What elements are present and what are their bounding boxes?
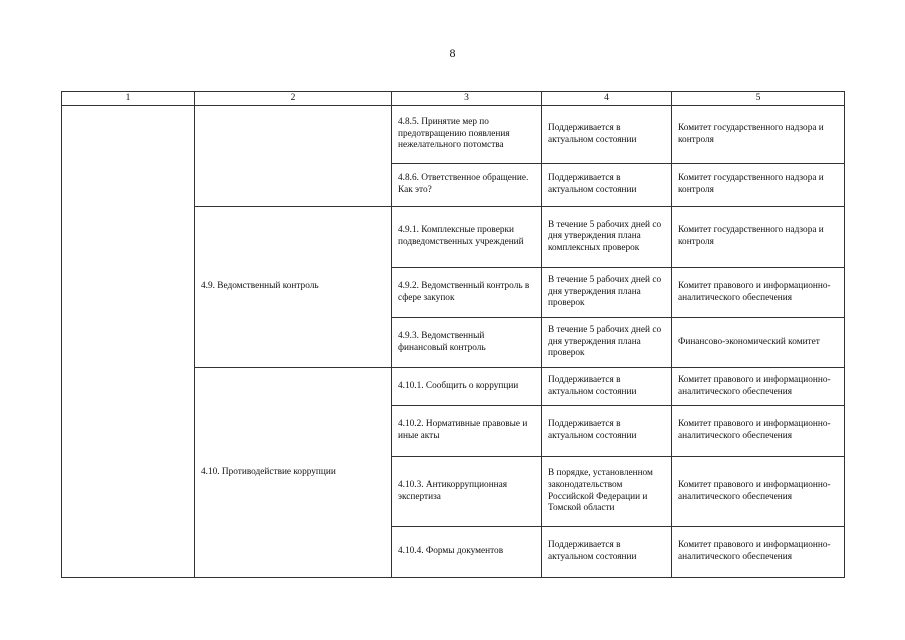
item-cell: 4.9.3. Ведомственный финансовый контроль bbox=[392, 318, 542, 368]
responsible-cell: Комитет правового и информационно-аналитического обеспечения bbox=[672, 406, 845, 457]
column-header-4: 4 bbox=[542, 92, 672, 106]
term-cell: В порядке, установленном законодательством Российской Федерации и Томской области bbox=[542, 457, 672, 527]
page-number: 8 bbox=[449, 46, 456, 60]
responsible-cell: Комитет государственного надзора и контроля bbox=[672, 106, 845, 164]
column-1-cell bbox=[62, 106, 195, 578]
item-cell: 4.10.4. Формы документов bbox=[392, 527, 542, 578]
table-row bbox=[62, 106, 845, 164]
responsible-cell: Комитет правового и информационно-аналитического обеспечения bbox=[672, 268, 845, 318]
term-cell: Поддерживается в актуальном состоянии bbox=[542, 406, 672, 457]
item-cell: 4.8.6. Ответственное обращение. Как это? bbox=[392, 164, 542, 207]
group-title-cell: 4.9. Ведомственный контроль bbox=[195, 207, 392, 368]
responsible-cell: Комитет правового и информационно-аналитического обеспечения bbox=[672, 457, 845, 527]
column-header-3: 3 bbox=[392, 92, 542, 106]
responsible-cell: Финансово-экономический комитет bbox=[672, 318, 845, 368]
term-cell: В течение 5 рабочих дней со дня утверждения плана комплексных проверок bbox=[542, 207, 672, 268]
term-cell: Поддерживается в актуальном состоянии bbox=[542, 368, 672, 406]
measures-table bbox=[61, 91, 845, 578]
responsible-cell: Комитет правового и информационно-аналитического обеспечения bbox=[672, 368, 845, 406]
term-cell: В течение 5 рабочих дней со дня утверждения плана проверок bbox=[542, 268, 672, 318]
term-cell: Поддерживается в актуальном состоянии bbox=[542, 527, 672, 578]
item-cell: 4.9.1. Комплексные проверки подведомственных учреждений bbox=[392, 207, 542, 268]
responsible-cell: Комитет государственного надзора и контроля bbox=[672, 207, 845, 268]
column-header-2: 2 bbox=[195, 92, 392, 106]
term-cell: В течение 5 рабочих дней со дня утверждения плана проверок bbox=[542, 318, 672, 368]
column-header-1: 1 bbox=[62, 92, 195, 106]
table-header-row bbox=[62, 92, 845, 106]
group-title-cell bbox=[195, 106, 392, 207]
term-cell: Поддерживается в актуальном состоянии bbox=[542, 164, 672, 207]
column-header-5: 5 bbox=[672, 92, 845, 106]
responsible-cell: Комитет правового и информационно-аналитического обеспечения bbox=[672, 527, 845, 578]
item-cell: 4.9.2. Ведомственный контроль в сфере закупок bbox=[392, 268, 542, 318]
item-cell: 4.10.2. Нормативные правовые и иные акты bbox=[392, 406, 542, 457]
term-cell: Поддерживается в актуальном состоянии bbox=[542, 106, 672, 164]
item-cell: 4.8.5. Принятие мер по предотвращению появления нежелательного потомства bbox=[392, 106, 542, 164]
item-cell: 4.10.1. Сообщить о коррупции bbox=[392, 368, 542, 406]
item-cell: 4.10.3. Антикоррупционная экспертиза bbox=[392, 457, 542, 527]
responsible-cell: Комитет государственного надзора и контроля bbox=[672, 164, 845, 207]
group-title-cell: 4.10. Противодействие коррупции bbox=[195, 368, 392, 578]
